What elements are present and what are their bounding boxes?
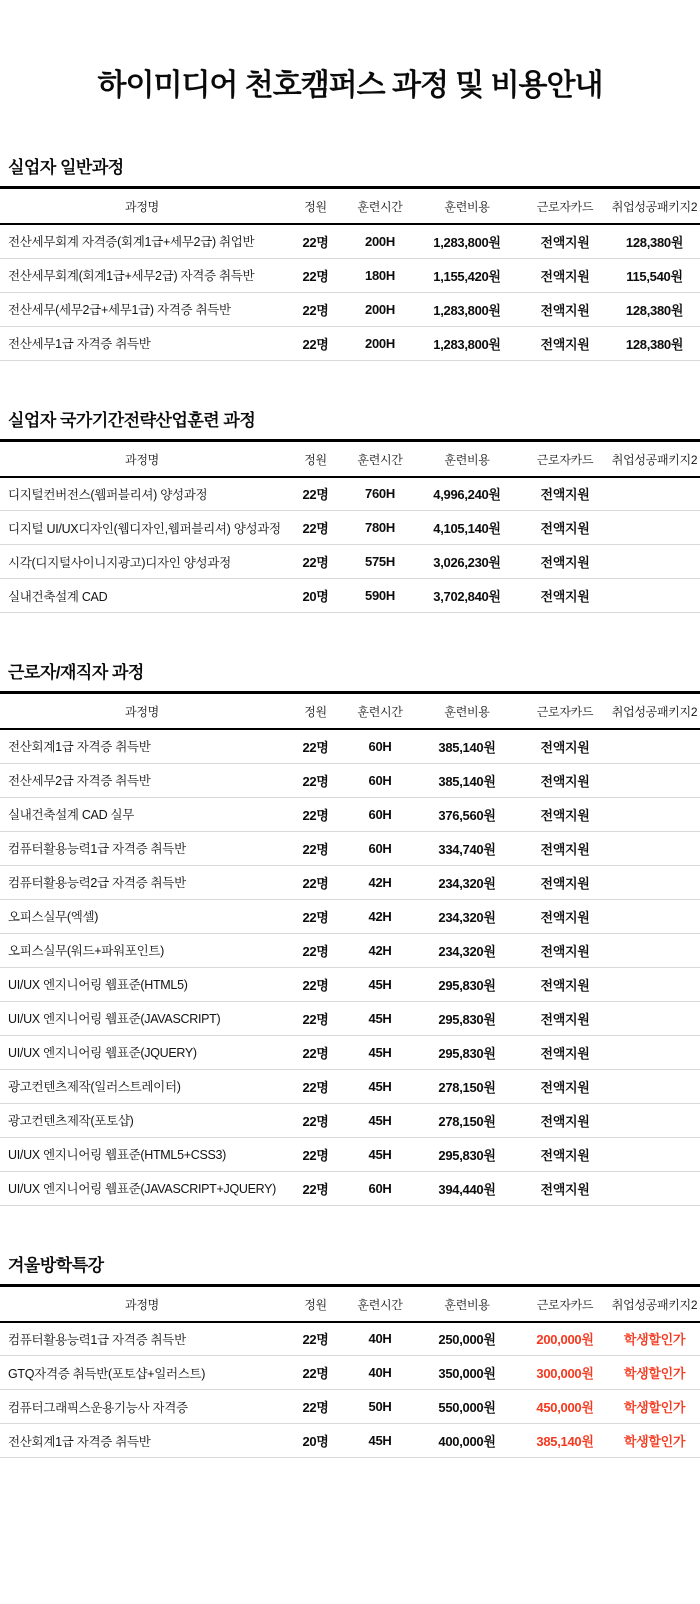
- hours-cell: 60H: [347, 763, 413, 797]
- cost-cell: 1,283,800원: [413, 224, 521, 258]
- column-header-worker-card: 근로자카드: [536, 1297, 594, 1312]
- worker-card-cell: 전액지원: [521, 326, 609, 360]
- table-row: [0, 477, 700, 511]
- package-cell: [609, 865, 700, 899]
- course-table: [0, 1284, 700, 1459]
- hours-cell: 45H: [347, 1001, 413, 1035]
- course-table: [0, 439, 700, 614]
- capacity-cell: 22명: [284, 545, 347, 579]
- course-name-cell: UI/UX 엔지니어링 웹표준(HTML5): [0, 967, 284, 1001]
- course-name-cell: 디지털 UI/UX디자인(웹디자인,웹퍼블리셔) 양성과정: [0, 511, 284, 545]
- package-cell: 115,540원: [609, 258, 700, 292]
- course-name-cell: 디지털컨버전스(웹퍼블리셔) 양성과정: [0, 477, 284, 511]
- cost-cell: 3,026,230원: [413, 545, 521, 579]
- hours-cell: 575H: [347, 545, 413, 579]
- capacity-cell: 22명: [284, 967, 347, 1001]
- course-table: [0, 186, 700, 361]
- column-header-cost: 훈련비용: [444, 200, 490, 214]
- course-name-cell: UI/UX 엔지니어링 웹표준(JAVASCRIPT): [0, 1001, 284, 1035]
- column-header-cost: 훈련비용: [444, 705, 490, 719]
- cost-cell: 1,155,420원: [413, 258, 521, 292]
- table-body: [0, 224, 700, 360]
- capacity-cell: 22명: [284, 1356, 347, 1390]
- table-row: [0, 1001, 700, 1035]
- capacity-cell: 22명: [284, 933, 347, 967]
- capacity-cell: 22명: [284, 1322, 347, 1356]
- section-heading: 겨울방학특강: [8, 1255, 104, 1275]
- package-cell: [609, 511, 700, 545]
- package-cell: [609, 1001, 700, 1035]
- course-name-cell: 컴퓨터활용능력1급 자격증 취득반: [0, 1322, 284, 1356]
- course-section: [0, 409, 700, 614]
- section-heading: 근로자/재직자 과정: [8, 663, 144, 682]
- cost-cell: 1,283,800원: [413, 292, 521, 326]
- cost-cell: 278,150원: [413, 1069, 521, 1103]
- capacity-cell: 20명: [284, 1424, 347, 1458]
- cost-cell: 334,740원: [413, 831, 521, 865]
- table-body: [0, 1322, 700, 1458]
- course-name-cell: GTQ자격증 취득반(포토샵+일러스트): [0, 1356, 284, 1390]
- capacity-cell: 22명: [284, 511, 347, 545]
- cost-cell: 385,140원: [413, 763, 521, 797]
- course-name-cell: 전산회계1급 자격증 취득반: [0, 1424, 284, 1458]
- table-row: [0, 511, 700, 545]
- hours-cell: 180H: [347, 258, 413, 292]
- course-name-cell: 컴퓨터활용능력1급 자격증 취득반: [0, 831, 284, 865]
- package-cell: [609, 729, 700, 763]
- worker-card-cell: 전액지원: [521, 545, 609, 579]
- worker-card-cell: 전액지원: [521, 1001, 609, 1035]
- course-name-cell: 전산세무회계(회계1급+세무2급) 자격증 취득반: [0, 258, 284, 292]
- column-header-hours: 훈련시간: [357, 705, 403, 719]
- table-row: [0, 1424, 700, 1458]
- hours-cell: 200H: [347, 224, 413, 258]
- worker-card-cell: 전액지원: [521, 1171, 609, 1205]
- column-header-worker-card: 근로자카드: [536, 200, 594, 214]
- worker-card-cell: 전액지원: [521, 1035, 609, 1069]
- capacity-cell: 22명: [284, 1001, 347, 1035]
- worker-card-cell: 전액지원: [521, 258, 609, 292]
- course-name-cell: 컴퓨터활용능력2급 자격증 취득반: [0, 865, 284, 899]
- worker-card-cell: 385,140원: [521, 1424, 609, 1458]
- course-name-cell: 컴퓨터그래픽스운용기능사 자격증: [0, 1390, 284, 1424]
- table-row: [0, 1356, 700, 1390]
- worker-card-cell: 전액지원: [521, 1137, 609, 1171]
- capacity-cell: 22명: [284, 1171, 347, 1205]
- package-cell: [609, 1137, 700, 1171]
- column-header-capacity: 정원: [304, 1297, 327, 1312]
- cost-cell: 250,000원: [413, 1322, 521, 1356]
- table-row: [0, 326, 700, 360]
- hours-cell: 45H: [347, 967, 413, 1001]
- course-name-cell: UI/UX 엔지니어링 웹표준(JAVASCRIPT+JQUERY): [0, 1171, 284, 1205]
- worker-card-cell: 전액지원: [521, 511, 609, 545]
- table-row: [0, 545, 700, 579]
- capacity-cell: 22명: [284, 1390, 347, 1424]
- column-header-worker-card: 근로자카드: [536, 705, 594, 719]
- package-cell: 128,380원: [609, 292, 700, 326]
- course-name-cell: 광고컨텐츠제작(일러스트레이터): [0, 1069, 284, 1103]
- capacity-cell: 20명: [284, 579, 347, 613]
- capacity-cell: 22명: [284, 831, 347, 865]
- table-row: [0, 729, 700, 763]
- capacity-cell: 22명: [284, 224, 347, 258]
- cost-cell: 400,000원: [413, 1424, 521, 1458]
- course-pricing-page: [0, 64, 700, 1458]
- cost-cell: 3,702,840원: [413, 579, 521, 613]
- package-cell: [609, 545, 700, 579]
- worker-card-cell: 전액지원: [521, 967, 609, 1001]
- table-row: [0, 1103, 700, 1137]
- course-name-cell: 오피스실무(엑셀): [0, 899, 284, 933]
- table-row: [0, 1390, 700, 1424]
- table-header-row: [0, 440, 700, 477]
- table-row: [0, 1322, 700, 1356]
- table-row: [0, 967, 700, 1001]
- hours-cell: 780H: [347, 511, 413, 545]
- package-cell: 128,380원: [609, 326, 700, 360]
- package-cell: 학생할인가: [609, 1356, 700, 1390]
- worker-card-cell: 전액지원: [521, 477, 609, 511]
- column-header-capacity: 정원: [304, 452, 327, 467]
- worker-card-cell: 300,000원: [521, 1356, 609, 1390]
- table-row: [0, 1069, 700, 1103]
- column-header-cost: 훈련비용: [444, 452, 490, 467]
- table-header-row: [0, 188, 700, 225]
- table-row: [0, 933, 700, 967]
- package-cell: [609, 933, 700, 967]
- column-header-course: 과정명: [125, 1297, 159, 1312]
- hours-cell: 200H: [347, 326, 413, 360]
- sections-container: [0, 156, 700, 1458]
- hours-cell: 50H: [347, 1390, 413, 1424]
- cost-cell: 4,996,240원: [413, 477, 521, 511]
- cost-cell: 234,320원: [413, 933, 521, 967]
- column-header-cost: 훈련비용: [444, 1297, 490, 1312]
- course-name-cell: UI/UX 엔지니어링 웹표준(JQUERY): [0, 1035, 284, 1069]
- package-cell: 학생할인가: [609, 1424, 700, 1458]
- capacity-cell: 22명: [284, 1103, 347, 1137]
- package-cell: [609, 899, 700, 933]
- table-row: [0, 865, 700, 899]
- capacity-cell: 22명: [284, 763, 347, 797]
- cost-cell: 4,105,140원: [413, 511, 521, 545]
- package-cell: [609, 763, 700, 797]
- capacity-cell: 22명: [284, 292, 347, 326]
- hours-cell: 60H: [347, 831, 413, 865]
- hours-cell: 760H: [347, 477, 413, 511]
- cost-cell: 234,320원: [413, 899, 521, 933]
- table-row: [0, 1171, 700, 1205]
- course-section: [0, 1254, 700, 1459]
- hours-cell: 60H: [347, 797, 413, 831]
- worker-card-cell: 전액지원: [521, 865, 609, 899]
- course-name-cell: 오피스실무(워드+파워포인트): [0, 933, 284, 967]
- course-name-cell: UI/UX 엔지니어링 웹표준(HTML5+CSS3): [0, 1137, 284, 1171]
- cost-cell: 295,830원: [413, 1035, 521, 1069]
- capacity-cell: 22명: [284, 1069, 347, 1103]
- course-name-cell: 광고컨텐츠제작(포토샵): [0, 1103, 284, 1137]
- cost-cell: 278,150원: [413, 1103, 521, 1137]
- course-name-cell: 전산세무회계 자격증(회계1급+세무2급) 취업반: [0, 224, 284, 258]
- package-cell: 128,380원: [609, 224, 700, 258]
- capacity-cell: 22명: [284, 326, 347, 360]
- worker-card-cell: 전액지원: [521, 933, 609, 967]
- hours-cell: 42H: [347, 933, 413, 967]
- course-name-cell: 전산회계1급 자격증 취득반: [0, 729, 284, 763]
- column-header-package: 취업성공패키지2: [611, 705, 698, 719]
- worker-card-cell: 전액지원: [521, 579, 609, 613]
- column-header-capacity: 정원: [304, 200, 327, 214]
- course-name-cell: 전산세무(세무2급+세무1급) 자격증 취득반: [0, 292, 284, 326]
- hours-cell: 60H: [347, 1171, 413, 1205]
- package-cell: [609, 477, 700, 511]
- section-heading: 실업자 일반과정: [8, 158, 124, 177]
- course-name-cell: 전산세무1급 자격증 취득반: [0, 326, 284, 360]
- column-header-hours: 훈련시간: [357, 452, 403, 467]
- course-section: [0, 156, 700, 361]
- package-cell: [609, 1103, 700, 1137]
- hours-cell: 42H: [347, 899, 413, 933]
- course-table: [0, 691, 700, 1206]
- table-row: [0, 224, 700, 258]
- course-section: [0, 661, 700, 1206]
- cost-cell: 295,830원: [413, 1001, 521, 1035]
- hours-cell: 45H: [347, 1035, 413, 1069]
- table-row: [0, 258, 700, 292]
- package-cell: [609, 1069, 700, 1103]
- table-row: [0, 292, 700, 326]
- column-header-worker-card: 근로자카드: [536, 452, 594, 467]
- column-header-course: 과정명: [125, 705, 159, 719]
- column-header-course: 과정명: [125, 452, 159, 467]
- capacity-cell: 22명: [284, 1137, 347, 1171]
- worker-card-cell: 전액지원: [521, 729, 609, 763]
- hours-cell: 40H: [347, 1356, 413, 1390]
- course-name-cell: 시각(디지털사이니지광고)디자인 양성과정: [0, 545, 284, 579]
- worker-card-cell: 전액지원: [521, 224, 609, 258]
- cost-cell: 550,000원: [413, 1390, 521, 1424]
- capacity-cell: 22명: [284, 477, 347, 511]
- table-body: [0, 729, 700, 1205]
- table-row: [0, 1137, 700, 1171]
- package-cell: [609, 1035, 700, 1069]
- cost-cell: 295,830원: [413, 1137, 521, 1171]
- worker-card-cell: 200,000원: [521, 1322, 609, 1356]
- page-title: 하이미디어 천호캠퍼스 과정 및 비용안내: [97, 69, 603, 102]
- hours-cell: 200H: [347, 292, 413, 326]
- table-row: [0, 797, 700, 831]
- course-name-cell: 실내건축설계 CAD 실무: [0, 797, 284, 831]
- table-body: [0, 477, 700, 613]
- package-cell: [609, 831, 700, 865]
- table-row: [0, 763, 700, 797]
- course-name-cell: 전산세무2급 자격증 취득반: [0, 763, 284, 797]
- worker-card-cell: 전액지원: [521, 831, 609, 865]
- capacity-cell: 22명: [284, 797, 347, 831]
- worker-card-cell: 전액지원: [521, 899, 609, 933]
- column-header-capacity: 정원: [304, 705, 327, 719]
- package-cell: [609, 797, 700, 831]
- capacity-cell: 22명: [284, 1035, 347, 1069]
- worker-card-cell: 전액지원: [521, 797, 609, 831]
- hours-cell: 45H: [347, 1424, 413, 1458]
- column-header-package: 취업성공패키지2: [611, 452, 698, 467]
- worker-card-cell: 전액지원: [521, 763, 609, 797]
- cost-cell: 295,830원: [413, 967, 521, 1001]
- column-header-package: 취업성공패키지2: [611, 200, 698, 214]
- table-row: [0, 899, 700, 933]
- cost-cell: 376,560원: [413, 797, 521, 831]
- package-cell: [609, 1171, 700, 1205]
- cost-cell: 234,320원: [413, 865, 521, 899]
- worker-card-cell: 전액지원: [521, 292, 609, 326]
- package-cell: 학생할인가: [609, 1322, 700, 1356]
- hours-cell: 45H: [347, 1069, 413, 1103]
- cost-cell: 350,000원: [413, 1356, 521, 1390]
- capacity-cell: 22명: [284, 258, 347, 292]
- hours-cell: 42H: [347, 865, 413, 899]
- hours-cell: 590H: [347, 579, 413, 613]
- hours-cell: 45H: [347, 1137, 413, 1171]
- worker-card-cell: 전액지원: [521, 1069, 609, 1103]
- capacity-cell: 22명: [284, 865, 347, 899]
- section-heading: 실업자 국가기간전략산업훈련 과정: [8, 410, 256, 430]
- table-row: [0, 579, 700, 613]
- hours-cell: 40H: [347, 1322, 413, 1356]
- column-header-package: 취업성공패키지2: [611, 1297, 698, 1312]
- capacity-cell: 22명: [284, 899, 347, 933]
- worker-card-cell: 전액지원: [521, 1103, 609, 1137]
- column-header-hours: 훈련시간: [357, 200, 403, 214]
- cost-cell: 394,440원: [413, 1171, 521, 1205]
- table-header-row: [0, 693, 700, 730]
- capacity-cell: 22명: [284, 729, 347, 763]
- table-row: [0, 1035, 700, 1069]
- column-header-course: 과정명: [125, 200, 159, 214]
- hours-cell: 45H: [347, 1103, 413, 1137]
- package-cell: [609, 967, 700, 1001]
- cost-cell: 1,283,800원: [413, 326, 521, 360]
- column-header-hours: 훈련시간: [357, 1297, 403, 1312]
- package-cell: 학생할인가: [609, 1390, 700, 1424]
- course-name-cell: 실내건축설계 CAD: [0, 579, 284, 613]
- hours-cell: 60H: [347, 729, 413, 763]
- cost-cell: 385,140원: [413, 729, 521, 763]
- table-header-row: [0, 1285, 700, 1322]
- worker-card-cell: 450,000원: [521, 1390, 609, 1424]
- package-cell: [609, 579, 700, 613]
- table-row: [0, 831, 700, 865]
